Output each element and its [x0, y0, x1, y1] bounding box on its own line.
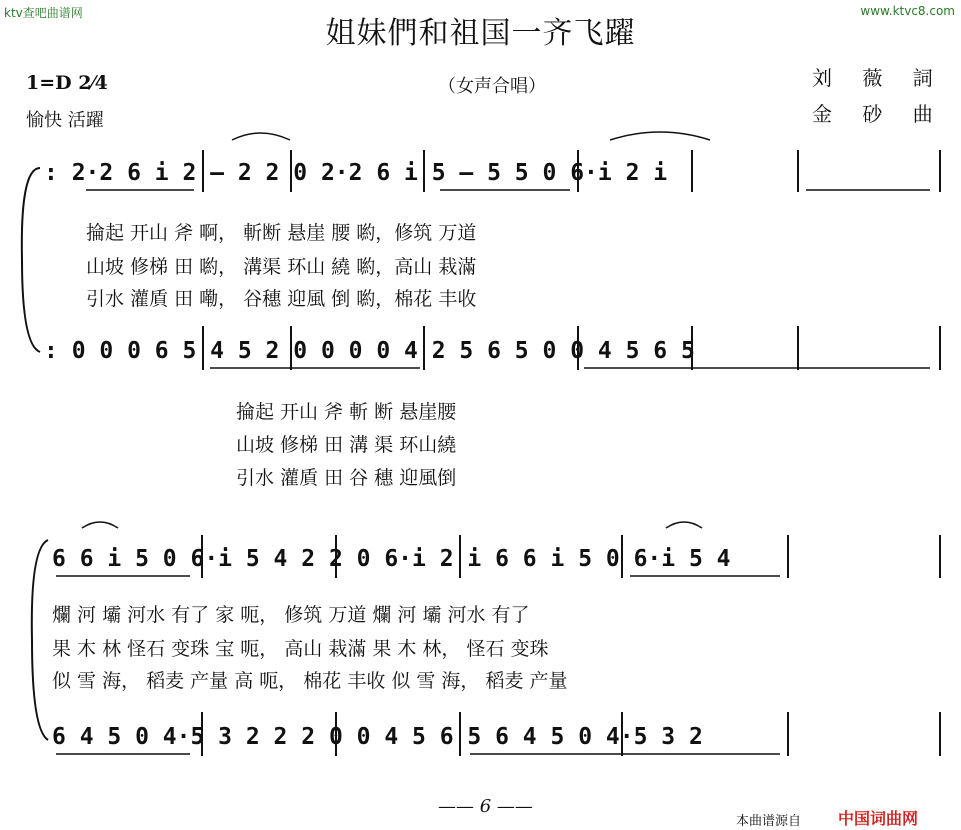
performance-note: （女声合唱） — [438, 76, 546, 97]
composer-credit: 金 砂 曲 — [812, 102, 945, 126]
key-signature: 1=D 2⁄4 — [26, 72, 108, 94]
lyricist-credit: 刘 薇 詞 — [812, 66, 945, 90]
system1-lower-notes: : 0 0 0 6 5 4 5 2 0 0 0 0 4 2 5 6 5 0 0 4 5 6 5 — [44, 338, 695, 364]
tempo-marking: 愉快 活躍 — [26, 110, 104, 131]
song-title: 姐妹們和祖国一齐飞躍 — [325, 16, 636, 51]
system1-brace — [22, 168, 40, 352]
system1-lyrics-3: 引水 灌貭 田 嘞， 谷穗 迎風 倒 喲，棉花 丰收 — [86, 288, 477, 310]
system2-upper-notes: 6 6 i 5 0 6·i 5 4 2 2 0 6·i 2 i 6 6 i 5 0 6·i 5 4 — [52, 546, 731, 572]
system2-brace — [32, 540, 48, 740]
system1-lyrics-1: 掄起 开山 斧 啊， 斬断 悬崖 腰 喲，修筑 万道 — [86, 222, 477, 244]
system2-lyrics-3: 似 雪 海， 稻麦 产量 高 呃， 棉花 丰收 似 雪 海， 稻麦 产量 — [52, 670, 568, 692]
system1-upper-notes: : 2·2 6 i 2 — 2 2 0 2·2 6 i 5 — 5 5 0 6·i 2 i — [44, 160, 668, 186]
system2-lower-notes: 6 4 5 0 4·5 3 2 2 2 0 0 4 5 6 5 6 4 5 0 4·5 3 2 — [52, 724, 703, 750]
system1-lower-lyrics-1: 掄起 开山 斧 斬 断 悬崖腰 — [236, 401, 457, 423]
system2-lyrics-2: 果 木 林 怪石 变珠 宝 呃， 高山 栽滿 果 木 林， 怪石 变珠 — [52, 638, 549, 660]
system2-lyrics-1: 爛 河 壩 河水 有了 家 呃， 修筑 万道 爛 河 壩 河水 有了 — [52, 604, 530, 626]
page-number: —— 6 —— — [438, 796, 533, 817]
source-label: 本曲谱源自 — [736, 814, 802, 829]
system1-lower-lyrics-2: 山坡 修梯 田 溝 渠 环山繞 — [236, 434, 457, 456]
source-site-link[interactable]: 中国词曲网 — [838, 809, 919, 828]
watermark-left: ktv查吧曲谱网 — [4, 6, 83, 20]
watermark-right: www.ktvc8.com — [860, 4, 955, 18]
system1-lower-lyrics-3: 引水 灌貭 田 谷 穗 迎風倒 — [236, 467, 457, 489]
system1-lyrics-2: 山坡 修梯 田 喲， 溝渠 环山 繞 喲，高山 栽滿 — [86, 256, 477, 278]
